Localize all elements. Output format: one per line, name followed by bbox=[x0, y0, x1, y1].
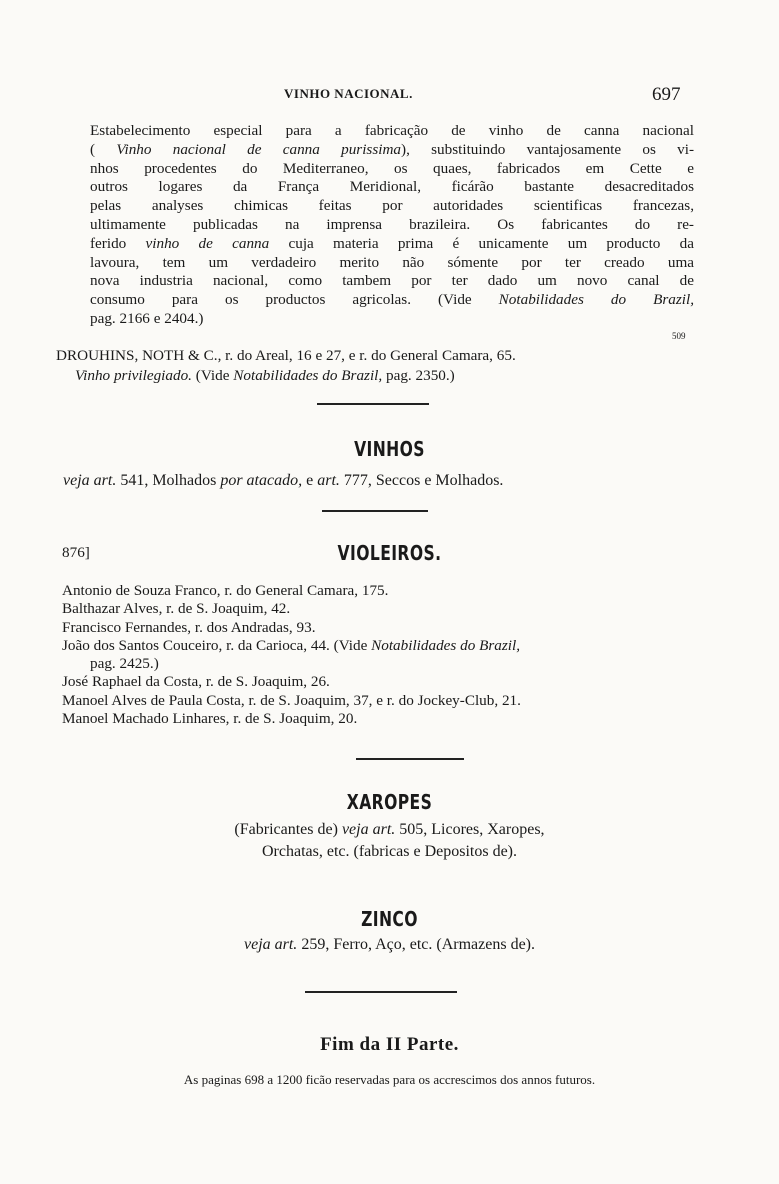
list-item: José Raphael da Costa, r. de S. Joaquim, 26. bbox=[62, 673, 330, 691]
xaropes-line-1: (Fabricantes de) veja art. 505, Licores, Xaropes, bbox=[234, 821, 545, 838]
paragraph-line: nhos procedentes do Mediterraneo, os quaes, fabricados em Cette e bbox=[90, 159, 694, 177]
paragraph-line: pelas analyses chimicas feitas por autoridades scientificas francezas, bbox=[90, 197, 694, 215]
paragraph-line: ( Vinho nacional de canna purissima), substituindo vantajosamente os vi- bbox=[90, 140, 695, 158]
list-item: Manoel Alves de Paula Costa, r. de S. Joaquim, 37, e r. do Jockey-Club, 21. bbox=[62, 691, 521, 709]
paragraph-line: Estabelecimento especial para a fabricação de vinho de canna nacional bbox=[90, 122, 694, 139]
paragraph-line: consumo para os productos agricolas. (Vide Notabilidades do Brazil, bbox=[90, 291, 694, 309]
article-number: 876] bbox=[62, 544, 90, 561]
list-item: Balthazar Alves, r. de S. Joaquim, 42. bbox=[62, 600, 291, 618]
paragraph-line: outros logares da França Meridional, ficárão bastante desacreditados bbox=[90, 178, 694, 196]
drouhins-entry: DROUHINS, NOTH & C., r. do Areal, 16 e 27, e r. do General Camara, 65. bbox=[56, 347, 516, 364]
list-item: Antonio de Souza Franco, r. do General Camara, 175. bbox=[62, 582, 389, 599]
reference-number: 509 bbox=[672, 331, 686, 341]
divider bbox=[305, 991, 457, 993]
page-number: 697 bbox=[652, 84, 681, 105]
footnote: As paginas 698 a 1200 ficão reservadas para os accrescimos dos annos futuros. bbox=[183, 1072, 596, 1087]
section-heading-zinco: ZINCO bbox=[361, 907, 418, 931]
part-end-title: Fim da II Parte. bbox=[320, 1034, 459, 1055]
vinhos-reference: veja art. 541, Molhados por atacado, e art. 777, Seccos e Molhados. bbox=[63, 472, 504, 489]
divider bbox=[356, 758, 464, 760]
paragraph-line: lavoura, tem um verdadeiro merito não sómente por ter creado uma bbox=[90, 253, 694, 271]
running-title: VINHO NACIONAL. bbox=[284, 86, 413, 101]
section-heading-violeiros: VIOLEIROS. bbox=[337, 541, 442, 565]
list-item: Francisco Fernandes, r. dos Andradas, 93. bbox=[62, 618, 316, 636]
paragraph-line: pag. 2166 e 2404.) bbox=[90, 309, 204, 327]
divider bbox=[322, 510, 428, 512]
intro-paragraph bbox=[90, 122, 694, 329]
paragraph-line: ferido vinho de canna cuja materia prima é unicamente um producto da bbox=[90, 234, 694, 252]
list-item: Manoel Machado Linhares, r. de S. Joaquim, 20. bbox=[62, 710, 358, 728]
divider bbox=[317, 403, 429, 405]
paragraph-line: ultimamente publicadas na imprensa brazileira. Os fabricantes do re- bbox=[90, 215, 694, 233]
list-item: pag. 2425.) bbox=[90, 655, 159, 673]
section-heading-xaropes: XAROPES bbox=[346, 790, 433, 814]
violeiros-list bbox=[62, 582, 521, 728]
section-heading-vinhos: VINHOS bbox=[354, 437, 425, 461]
paragraph-line: nova industria nacional, como tambem por ter dado um novo canal de bbox=[90, 272, 694, 290]
zinco-reference: veja art. 259, Ferro, Aço, etc. (Armazens de). bbox=[243, 936, 536, 953]
list-item: João dos Santos Couceiro, r. da Carioca, 44. (Vide Notabilidades do Brazil, bbox=[62, 636, 521, 654]
drouhins-note: Vinho privilegiado. (Vide Notabilidades do Brazil, pag. 2350.) bbox=[75, 367, 455, 384]
xaropes-line-2: Orchatas, etc. (fabricas e Depositos de). bbox=[262, 843, 517, 860]
